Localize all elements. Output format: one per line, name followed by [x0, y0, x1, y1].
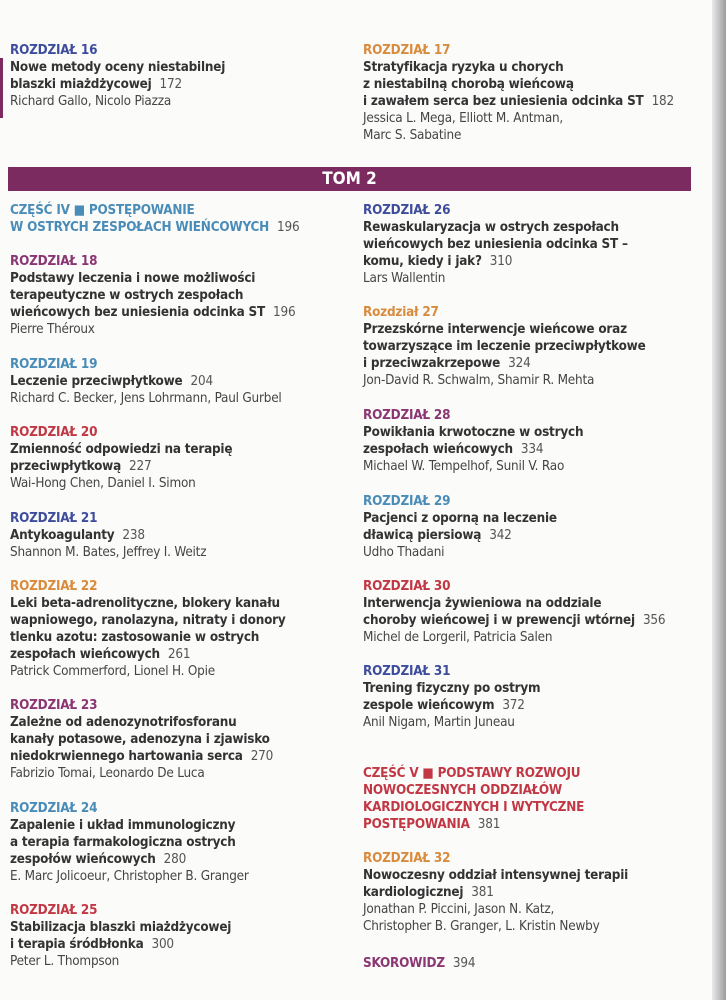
- toc-entry[interactable]: [363, 493, 557, 561]
- authors: Udho Thadani: [363, 545, 445, 560]
- title-text: niedokrwiennego hartowania serca: [10, 749, 243, 764]
- chapter-title-line: [10, 817, 249, 834]
- chapter-title-line: [363, 236, 628, 253]
- title-text: zespołach wieńcowych: [10, 647, 160, 662]
- toc-entry[interactable]: [363, 202, 628, 287]
- chapter-label: ROZDZIAŁ 19: [10, 357, 98, 372]
- title-text: CZĘŚĆ V ■ PODSTAWY ROZWOJU: [363, 766, 581, 781]
- chapter-title-line: [10, 851, 249, 868]
- toc-entry[interactable]: [363, 850, 628, 935]
- page-number: 204: [190, 374, 213, 389]
- chapter-label: Rozdział 27: [363, 305, 439, 320]
- page-number: 356: [642, 613, 666, 628]
- authors: Richard Gallo, Nicolo Piazza: [10, 94, 171, 109]
- title-text: i zawałem serca bez uniesienia odcinka ST: [363, 94, 644, 109]
- title-text: Trening fizyczny po ostrym: [363, 681, 541, 696]
- title-text: Powikłania krwotoczne w ostrych: [363, 425, 584, 440]
- title-text: terapeutyczne w ostrych zespołach: [10, 288, 244, 303]
- title-text: a terapia farmakologiczna ostrych: [10, 835, 236, 850]
- volume-banner: TOM 2: [8, 167, 691, 191]
- title-text: Antykoagulanty: [10, 528, 115, 543]
- toc-entry[interactable]: [10, 800, 249, 885]
- toc-entry[interactable]: [10, 697, 273, 782]
- chapter-title-line: [10, 373, 282, 390]
- toc-entry[interactable]: [10, 424, 232, 492]
- toc-entry[interactable]: [10, 42, 225, 110]
- title-text: zespołów wieńcowych: [10, 852, 156, 867]
- toc-entry[interactable]: [363, 578, 665, 646]
- chapter-title-line: [363, 884, 628, 901]
- title-text: KARDIOLOGICZNYCH I WYTYCZNE: [363, 800, 585, 815]
- toc-entry[interactable]: [363, 765, 584, 833]
- title-text: z niestabilną chorobą wieńcową: [363, 77, 574, 92]
- title-text: dławicą piersiową: [363, 528, 482, 543]
- title-text: Podstawy leczenia i nowe możliwości: [10, 271, 256, 286]
- chapter-label: ROZDZIAŁ 28: [363, 408, 451, 423]
- chapter-title-line: [363, 527, 557, 544]
- page-number: 280: [163, 852, 187, 867]
- page-number: 227: [129, 459, 152, 474]
- title-text: Leczenie przeciwpłytkowe: [10, 374, 183, 389]
- chapter-label: ROZDZIAŁ 18: [10, 254, 98, 269]
- title-text: komu, kiedy i jak?: [363, 254, 482, 269]
- title-text: Leki beta-adrenolityczne, blokery kanału: [10, 596, 280, 611]
- title-text: Nowoczesny oddział intensywnej terapii: [363, 868, 629, 883]
- authors: Lars Wallentin: [363, 271, 446, 286]
- title-text: Stabilizacja blaszki miażdżycowej: [10, 920, 232, 935]
- title-text: Rewaskularyzacja w ostrych zespołach: [363, 220, 619, 235]
- page-number: 381: [477, 817, 501, 832]
- title-text: Nowe metody oceny niestabilnej: [10, 60, 226, 75]
- title-text: zespole wieńcowym: [363, 698, 495, 713]
- title-text: towarzyszące im leczenie przeciwpłytkowe: [363, 339, 646, 354]
- authors: Christopher B. Granger, L. Kristin Newby: [363, 919, 600, 934]
- page-number: 196: [277, 220, 300, 235]
- authors: Jessica L. Mega, Elliott M. Antman,: [363, 111, 564, 126]
- chapter-label: ROZDZIAŁ 20: [10, 425, 98, 440]
- page-number: 310: [489, 254, 513, 269]
- authors: Shannon M. Bates, Jeffrey I. Weitz: [10, 545, 207, 560]
- part-title-line: [363, 816, 584, 833]
- toc-entry[interactable]: [10, 356, 282, 407]
- chapter-title-line: [363, 59, 674, 76]
- authors: Michael W. Tempelhof, Sunil V. Rao: [363, 459, 565, 474]
- page-number: 372: [502, 698, 525, 713]
- chapter-title-line: [10, 748, 273, 765]
- page-number: 172: [159, 77, 182, 92]
- title-text: SKOROWIDZ: [363, 956, 445, 971]
- page-edge: [712, 0, 726, 1000]
- chapter-title-line: [10, 834, 249, 851]
- title-text: Interwencja żywieniowa na oddziale: [363, 596, 602, 611]
- chapter-title-line: [10, 646, 286, 663]
- toc-entry[interactable]: [10, 253, 295, 338]
- chapter-title-line: [363, 510, 557, 527]
- page-number: 270: [250, 749, 274, 764]
- page-number: 238: [122, 528, 145, 543]
- title-text: kanały potasowe, adenozyna i zjawisko: [10, 732, 270, 747]
- title-text: Pacjenci z oporną na leczenie: [363, 511, 557, 526]
- chapter-title-line: [10, 936, 231, 953]
- title-text: W OSTRYCH ZESPOŁACH WIEŃCOWYCH: [10, 220, 270, 235]
- authors: Pierre Théroux: [10, 322, 95, 337]
- chapter-label: ROZDZIAŁ 22: [10, 579, 98, 594]
- page-number: 324: [508, 356, 531, 371]
- chapter-title-line: [10, 270, 295, 287]
- chapter-title-line: [363, 338, 646, 355]
- toc-entry[interactable]: [363, 955, 475, 972]
- title-text: choroby wieńcowej i w prewencji wtórnej: [363, 613, 635, 628]
- authors: Marc S. Sabatine: [363, 128, 462, 143]
- toc-entry[interactable]: [363, 407, 583, 475]
- page-number: 342: [489, 528, 512, 543]
- chapter-label: ROZDZIAŁ 32: [363, 851, 451, 866]
- toc-entry[interactable]: [10, 510, 206, 561]
- chapter-title-line: [10, 714, 273, 731]
- part-title-line: [10, 219, 299, 236]
- chapter-title-line: [10, 595, 286, 612]
- title-text: CZĘŚĆ IV ■ POSTĘPOWANIE: [10, 203, 195, 218]
- left-margin-bar: [0, 58, 3, 118]
- toc-entry[interactable]: [363, 42, 674, 144]
- chapter-label: ROZDZIAŁ 21: [10, 511, 98, 526]
- authors: Peter L. Thompson: [10, 954, 120, 969]
- title-text: Stratyfikacja ryzyka u chorych: [363, 60, 564, 75]
- chapter-title-line: [363, 441, 583, 458]
- chapter-title-line: [10, 612, 286, 629]
- chapter-title-line: [10, 441, 232, 458]
- title-text: Zmienność odpowiedzi na terapię: [10, 442, 233, 457]
- chapter-label: ROZDZIAŁ 23: [10, 698, 98, 713]
- chapter-label: ROZDZIAŁ 29: [363, 494, 451, 509]
- chapter-title-line: [363, 424, 583, 441]
- page-number: 394: [452, 956, 476, 971]
- chapter-label: ROZDZIAŁ 17: [363, 43, 451, 58]
- chapter-title-line: [363, 219, 628, 236]
- title-text: NOWOCZESNYCH ODDZIAŁÓW: [363, 783, 562, 798]
- authors: Michel de Lorgeril, Patricia Salen: [363, 630, 553, 645]
- chapter-label: ROZDZIAŁ 16: [10, 43, 98, 58]
- title-text: i przeciwzakrzepowe: [363, 356, 501, 371]
- authors: Patrick Commerford, Lionel H. Opie: [10, 664, 215, 679]
- title-text: Przezskórne interwencje wieńcowe oraz: [363, 322, 627, 337]
- page-number: 182: [651, 94, 674, 109]
- chapter-title-line: [363, 867, 628, 884]
- title-text: przeciwpłytkową: [10, 459, 122, 474]
- part-title-line: [363, 955, 475, 972]
- title-text: kardiologicznej: [363, 885, 464, 900]
- toc-entry[interactable]: [10, 202, 299, 236]
- page-number: 300: [151, 937, 174, 952]
- chapter-title-line: [363, 76, 674, 93]
- chapter-title-line: [363, 612, 665, 629]
- authors: Wai-Hong Chen, Daniel I. Simon: [10, 476, 196, 491]
- chapter-label: ROZDZIAŁ 25: [10, 903, 98, 918]
- chapter-label: ROZDZIAŁ 31: [363, 664, 451, 679]
- chapter-title-line: [363, 680, 540, 697]
- chapter-title-line: [10, 629, 286, 646]
- title-text: wieńcowych bez uniesienia odcinka ST: [10, 305, 266, 320]
- chapter-title-line: [363, 355, 646, 372]
- page-number: 381: [471, 885, 494, 900]
- part-title-line: [363, 765, 584, 782]
- title-text: i terapia śródbłonka: [10, 937, 144, 952]
- part-title-line: [363, 782, 584, 799]
- chapter-title-line: [10, 527, 206, 544]
- chapter-title-line: [10, 919, 231, 936]
- title-text: POSTĘPOWANIA: [363, 817, 470, 832]
- chapter-title-line: [10, 304, 295, 321]
- title-text: tlenku azotu: zastosowanie w ostrych: [10, 630, 260, 645]
- chapter-title-line: [10, 76, 225, 93]
- authors: Jonathan P. Piccini, Jason N. Katz,: [363, 902, 555, 917]
- chapter-title-line: [363, 93, 674, 110]
- chapter-title-line: [363, 321, 646, 338]
- title-text: zespołach wieńcowych: [363, 442, 513, 457]
- page-number: 334: [520, 442, 544, 457]
- chapter-title-line: [363, 697, 540, 714]
- title-text: wieńcowych bez uniesienia odcinka ST –: [363, 237, 628, 252]
- page-number: 261: [167, 647, 191, 662]
- chapter-title-line: [363, 253, 628, 270]
- toc-entry[interactable]: [363, 304, 646, 389]
- title-text: wapniowego, ranolazyna, nitraty i donory: [10, 613, 286, 628]
- title-text: Zależne od adenozynotrifosforanu: [10, 715, 237, 730]
- chapter-title-line: [363, 595, 665, 612]
- chapter-label: ROZDZIAŁ 30: [363, 579, 451, 594]
- part-title-line: [363, 799, 584, 816]
- title-text: Zapalenie i układ immunologiczny: [10, 818, 236, 833]
- page-number: 196: [273, 305, 296, 320]
- toc-entry[interactable]: [10, 578, 286, 680]
- authors: Fabrizio Tomai, Leonardo De Luca: [10, 766, 205, 781]
- chapter-title-line: [10, 59, 225, 76]
- title-text: blaszki miażdżycowej: [10, 77, 152, 92]
- chapter-title-line: [10, 287, 295, 304]
- authors: Jon-David R. Schwalm, Shamir R. Mehta: [363, 373, 595, 388]
- chapter-title-line: [10, 731, 273, 748]
- authors: Richard C. Becker, Jens Lohrmann, Paul Gurbel: [10, 391, 282, 406]
- chapter-label: ROZDZIAŁ 26: [363, 203, 451, 218]
- authors: Anil Nigam, Martin Juneau: [363, 715, 515, 730]
- part-title-line: [10, 202, 299, 219]
- toc-entry[interactable]: [363, 663, 540, 731]
- authors: E. Marc Jolicoeur, Christopher B. Granger: [10, 869, 249, 884]
- chapter-title-line: [10, 458, 232, 475]
- toc-entry[interactable]: [10, 902, 231, 970]
- chapter-label: ROZDZIAŁ 24: [10, 801, 98, 816]
